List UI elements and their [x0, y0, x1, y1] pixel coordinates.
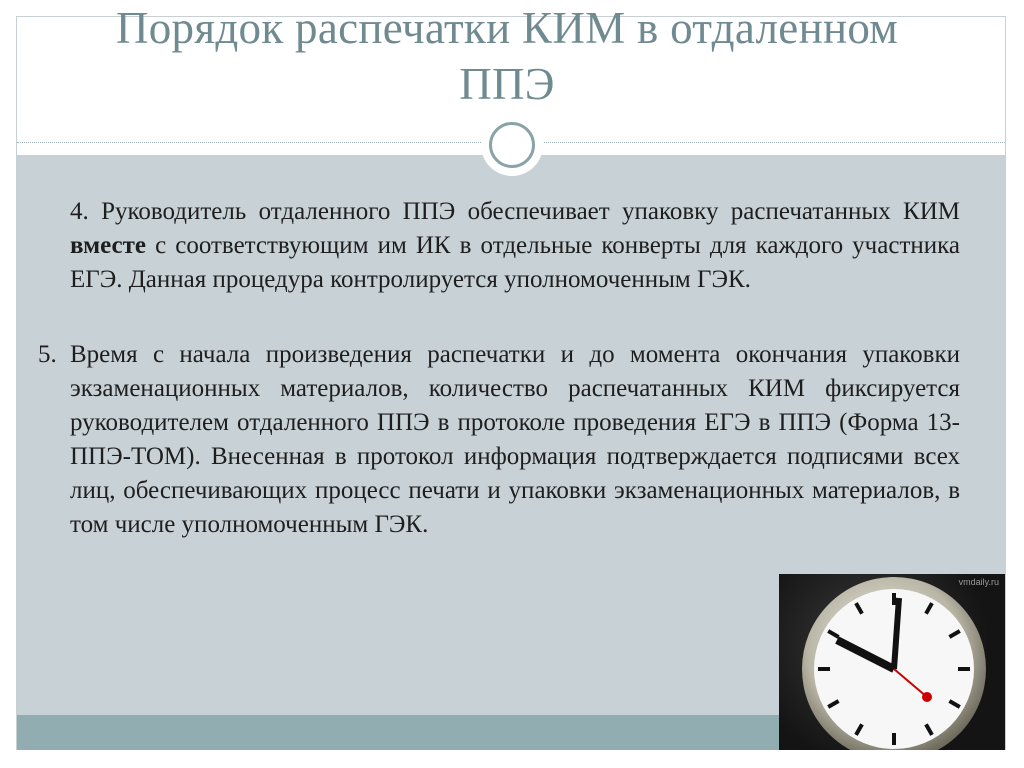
item-4-paragraph [70, 195, 960, 297]
item-4-bold-word: вместе [70, 232, 146, 259]
clock-icon [779, 574, 1005, 750]
item-5-number: 5. [38, 341, 57, 368]
clock-photo [779, 574, 1005, 750]
item-4-text-after: с соответствующим им ИК в отдельные конверты для каждого участника ЕГЭ. Данная процедура контролируется уполномоченным ГЭК. [70, 232, 960, 293]
item-4-number: 4. [70, 198, 89, 225]
circle-ornament-icon [483, 116, 541, 174]
slide-title [0, 0, 1014, 112]
image-watermark: vmdaily.ru [958, 577, 999, 587]
slide-title-line2: ППЭ [459, 59, 555, 109]
item-5-paragraph [70, 338, 960, 542]
slide-title-line1: Порядок распечатки КИМ в отдаленном [115, 3, 899, 53]
item-4-text-before: Руководитель отдаленного ППЭ обеспечивает упаковку распечатанных КИМ [101, 198, 961, 225]
item-5-text: Время с начала произведения распечатки и до момента окончания упаковки экзаменационных материалов, количество распечатанных КИМ фиксируется руководителем отдаленного ППЭ в протоколе проведения ЕГЭ в ППЭ (Форма 13-ППЭ-ТОМ). Внесенная в протокол информация подтверждается подписями всех лиц, обеспечивающих процесс печати и упаковки экзаменационных материалов, в том числе уполномоченным ГЭК. [70, 341, 960, 538]
